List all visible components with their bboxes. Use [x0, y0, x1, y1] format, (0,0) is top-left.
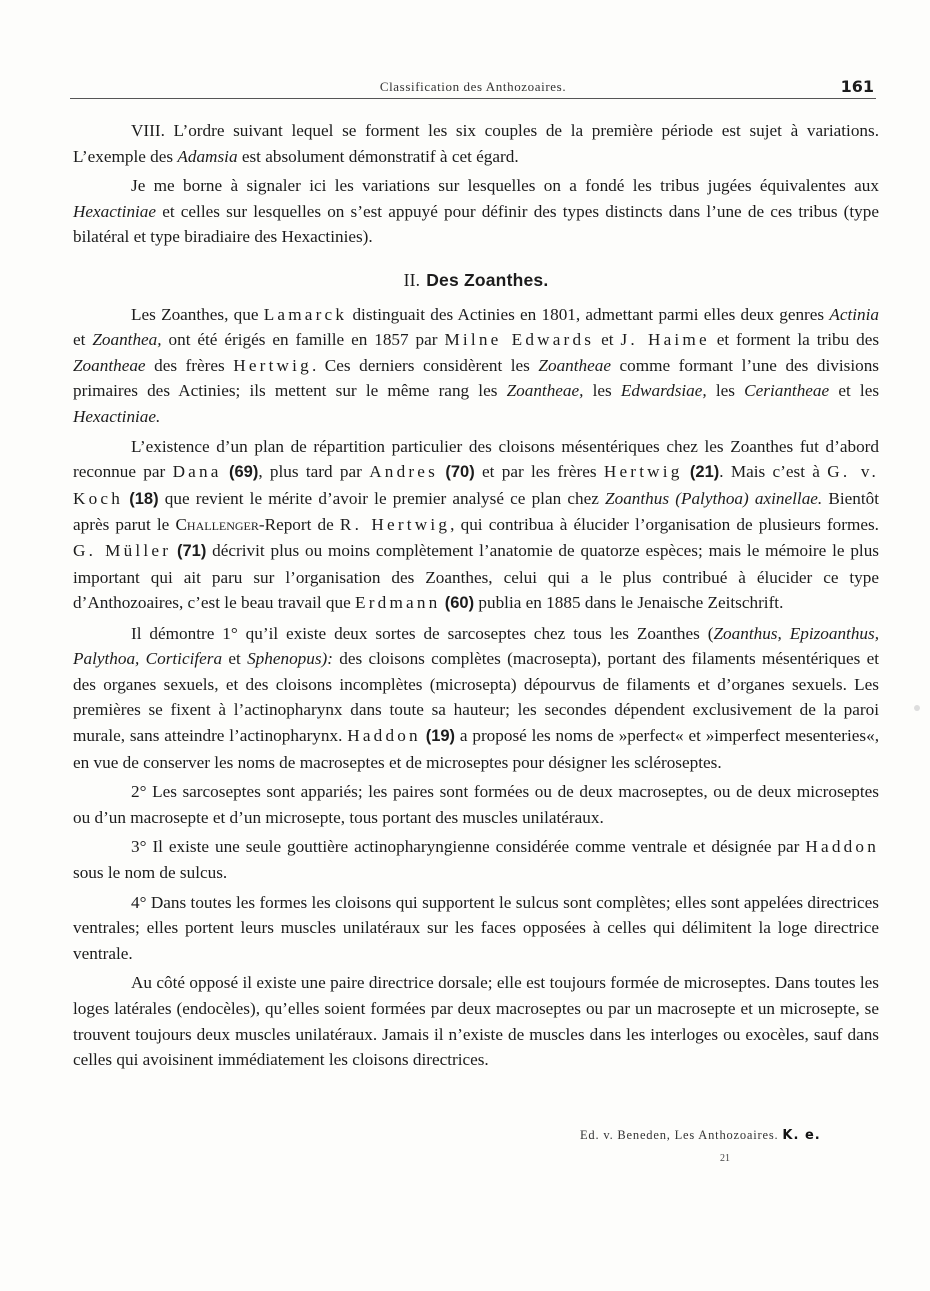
paper-speck: [914, 705, 920, 711]
section-title: Des Zoanthes.: [426, 269, 549, 290]
paragraph-zoanthes-history: Les Zoanthes, que Lamarck distinguait des Actinies en 1801, admettant parmi elles deux genres Actinia et Zoanthea, ont été érigés en famille en 1857 par Milne Edwards et J. Haime et forment la tribu des Zoantheae des frères Hertwig. Ces derniers considèrent les Zoantheae comme formant l’une des divisions primaires des Actinies; ils mettent sur le même rang les Zoantheae, les Edwardsiae, les Ceriantheae et les Hexactiniae.: [73, 304, 880, 426]
signature-mark-bold: K. e.: [782, 1128, 821, 1143]
paragraph-demonstration-2: 2° Les sarcoseptes sont appariés; les paires sont formées ou de deux macroseptes, ou de deux microseptes ou d’un macrosepte et d’un microsepte, tous portant des muscles unilatéraux.: [73, 782, 879, 827]
footer-signature: Ed. v. Beneden, Les Anthozoaires. K. e.: [580, 1128, 821, 1143]
running-title: Classification des Anthozoaires.: [379, 79, 567, 94]
section-heading: [73, 268, 879, 294]
paragraph-plan-repartition: L’existence d’un plan de répartition particulier des cloisons mésentériques chez les Zoanthes fut d’abord reconnue par Dana (69), plus tard par Andres (70) et par les frères Hertwig (21). Mais c’est à G. v. Koch (18) que revient le mérite d’avoir le premier analysé ce plan chez Zoanthus (Palythoa) axinellae. Bientôt après parut le Challenger-Report de R. Hertwig, qui contribua à élucider l’organisation de plusieurs formes. G. Müller (71) décrivit plus ou moins complètement l’anatomie de quatorze espèces; mais le mémoire le plus important qui ait paru sur l’organisation des Zoanthes, celui qui a le plus contribué à élucider ce type d’Anthozoaires, c’est le beau travail que Erdmann (60) publia en 1885 dans le Jenaische Zeitschrift.: [73, 436, 880, 613]
header-rule: [70, 98, 876, 99]
paragraph-demonstration-1: Il démontre 1° qu’il existe deux sortes de sarcoseptes chez tous les Zoanthes (Zoanthus, Epizoanthus, Palythoa, Corticifera et Sphenopus): des cloisons complètes (macrosepta), portant des filaments mésentériques et des organes sexuels, et des cloisons incomplètes (microsepta) dépourvus de filaments et d’organes sexuels. Les premières se fixent à l’actinopharynx dans toute sa hauteur; les secondes dépendent exclusivement de la paroi murale, sans atteindre l’actinopharynx. Haddon (19) a proposé les noms de »perfect« et »imperfect mesenteries«, en vue de conserver les noms de macroseptes et de microseptes pour désigner les scléroseptes.: [73, 623, 880, 772]
paragraph-variations: Je me borne à signaler ici les variations sur lesquelles on a fondé les tribus jugées équivalentes aux Hexactiniae et celles sur lesquelles on s’est appuyé pour définir des types distincts dans l’une de ces tribus (type bilatéral et type biradiaire des Hexactinies).: [73, 176, 879, 247]
section-number: II.: [403, 269, 421, 290]
sheet-mark: 21: [720, 1153, 730, 1164]
paragraph-directrice-dorsale: Au côté opposé il existe une paire directrice dorsale; elle est toujours formée de microseptes. Dans toutes les loges latérales (endocèles), qu’elles soient formées par deux macroseptes ou par un macrosepte et un microsepte, se trouvent toujours deux muscles unilatéraux. Jamais il n’existe de muscles dans les interloges ou exocèles, sauf dans celles qui avoisinent immédiatement les cloisons directrices.: [73, 973, 879, 1070]
paragraph-demonstration-4: 4° Dans toutes les formes les cloisons qui supportent le sulcus sont complètes; elles sont appelées directrices ventrales; elles portent leurs muscles unilatéraux sur les faces opposées à celles qui délimitent la loge directrice ventrale.: [73, 892, 879, 963]
paragraph-demonstration-3: 3° Il existe une seule gouttière actinopharyngienne considérée comme ventrale et désignée par Haddon sous le nom de sulcus.: [73, 837, 879, 883]
running-header: [70, 76, 876, 100]
page-number: 161: [840, 77, 874, 96]
paragraph-viii: VIII. L’ordre suivant lequel se forment les six couples de la première période est sujet à variations. L’exemple des Adamsia est absolument démonstratif à cet égard.: [73, 121, 879, 166]
body-text: [73, 118, 879, 1077]
